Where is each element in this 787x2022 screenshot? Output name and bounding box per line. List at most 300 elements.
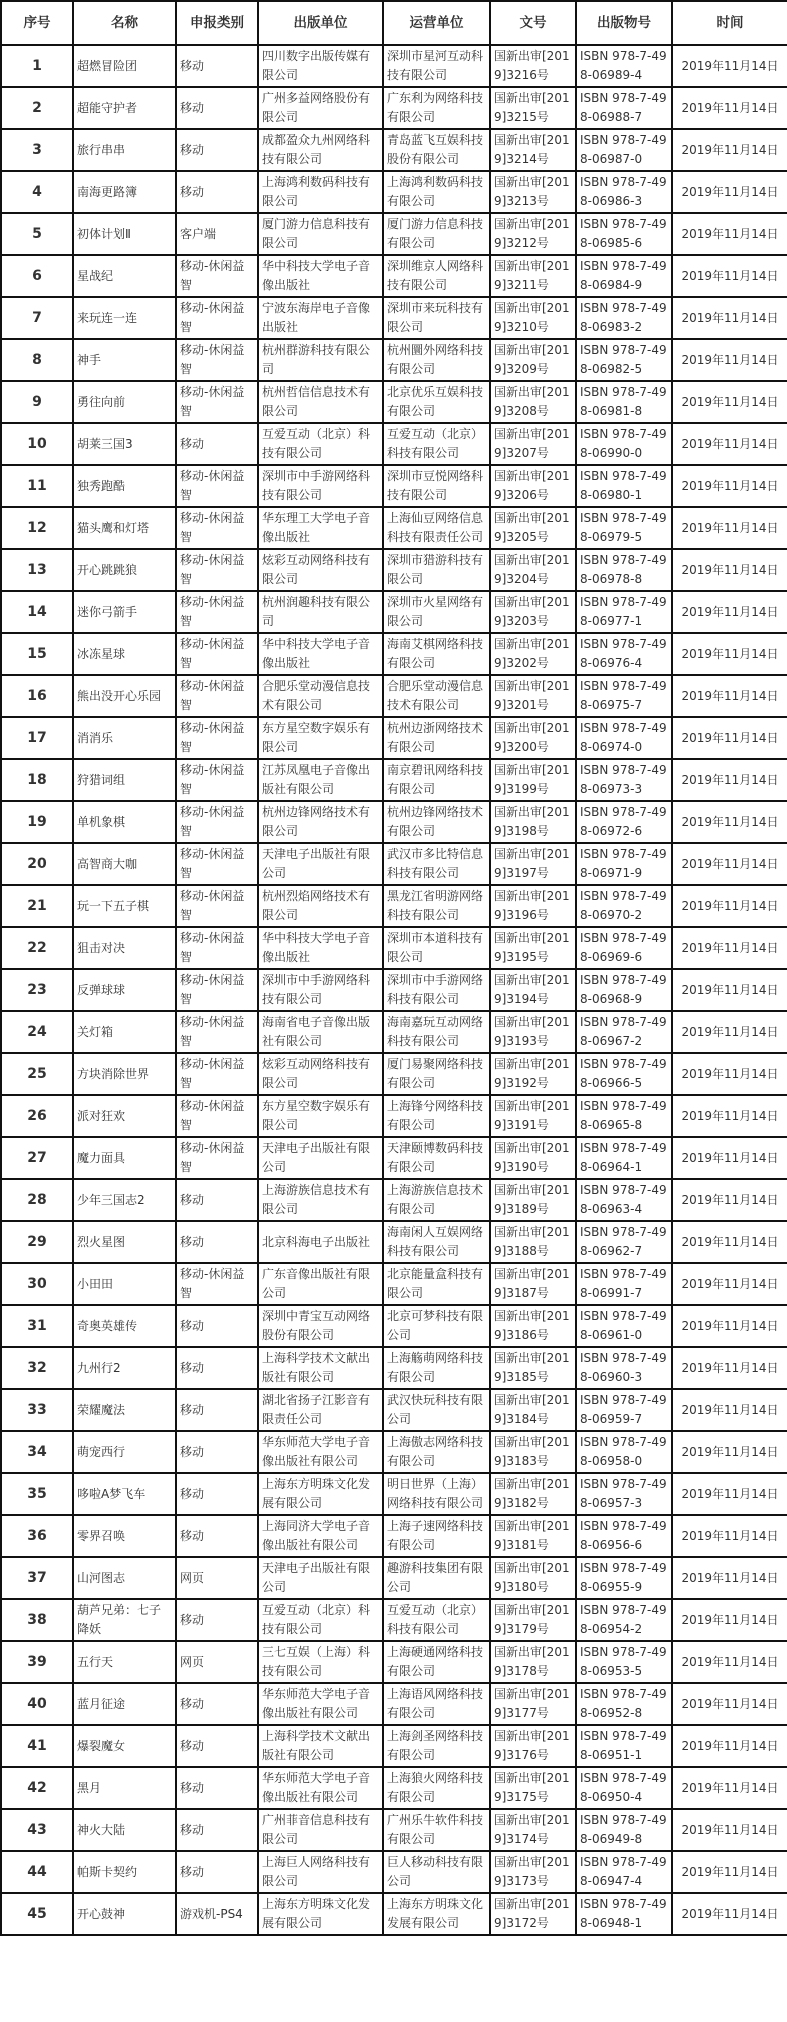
cell-date: 2019年11月14日 — [672, 1095, 787, 1137]
cell-operator: 明日世界（上海）网络科技有限公司 — [383, 1473, 490, 1515]
cell-operator: 天津颐博数码科技有限公司 — [383, 1137, 490, 1179]
table-row — [1, 1137, 787, 1179]
cell-no: 17 — [1, 717, 73, 759]
cell-approval: 国新出审[2019]3209号 — [490, 339, 576, 381]
cell-approval: 国新出审[2019]3173号 — [490, 1851, 576, 1893]
cell-isbn: ISBN 978-7-498-06970-2 — [576, 885, 672, 927]
cell-name: 来玩连一连 — [73, 297, 176, 339]
cell-isbn: ISBN 978-7-498-06991-7 — [576, 1263, 672, 1305]
cell-date: 2019年11月14日 — [672, 381, 787, 423]
cell-no: 32 — [1, 1347, 73, 1389]
cell-category: 移动 — [176, 1725, 258, 1767]
cell-no: 21 — [1, 885, 73, 927]
cell-approval: 国新出审[2019]3182号 — [490, 1473, 576, 1515]
cell-operator: 深圳维京人网络科技有限公司 — [383, 255, 490, 297]
cell-name: 山河图志 — [73, 1557, 176, 1599]
cell-approval: 国新出审[2019]3205号 — [490, 507, 576, 549]
cell-name: 冰冻星球 — [73, 633, 176, 675]
cell-no: 23 — [1, 969, 73, 1011]
cell-no: 44 — [1, 1851, 73, 1893]
cell-date: 2019年11月14日 — [672, 507, 787, 549]
table-row — [1, 1809, 787, 1851]
cell-approval: 国新出审[2019]3183号 — [490, 1431, 576, 1473]
cell-publisher: 广东音像出版社有限公司 — [258, 1263, 383, 1305]
cell-isbn: ISBN 978-7-498-06984-9 — [576, 255, 672, 297]
cell-category: 移动 — [176, 129, 258, 171]
cell-publisher: 东方星空数字娱乐有限公司 — [258, 717, 383, 759]
cell-publisher: 杭州群游科技有限公司 — [258, 339, 383, 381]
cell-date: 2019年11月14日 — [672, 1389, 787, 1431]
table-row — [1, 1053, 787, 1095]
cell-approval: 国新出审[2019]3197号 — [490, 843, 576, 885]
cell-name: 关灯箱 — [73, 1011, 176, 1053]
table-row — [1, 675, 787, 717]
table-row — [1, 885, 787, 927]
table-row — [1, 297, 787, 339]
cell-publisher: 天津电子出版社有限公司 — [258, 1137, 383, 1179]
cell-name: 独秀跑酷 — [73, 465, 176, 507]
cell-category: 移动 — [176, 171, 258, 213]
cell-name: 少年三国志2 — [73, 1179, 176, 1221]
cell-no: 24 — [1, 1011, 73, 1053]
cell-category: 移动-休闲益智 — [176, 675, 258, 717]
cell-name: 烈火星图 — [73, 1221, 176, 1263]
cell-isbn: ISBN 978-7-498-06960-3 — [576, 1347, 672, 1389]
cell-approval: 国新出审[2019]3203号 — [490, 591, 576, 633]
cell-no: 39 — [1, 1641, 73, 1683]
cell-category: 移动 — [176, 1347, 258, 1389]
cell-date: 2019年11月14日 — [672, 1137, 787, 1179]
cell-publisher: 东方星空数字娱乐有限公司 — [258, 1095, 383, 1137]
cell-operator: 上海游族信息技术有限公司 — [383, 1179, 490, 1221]
table-body — [1, 45, 787, 1935]
cell-no: 41 — [1, 1725, 73, 1767]
cell-isbn: ISBN 978-7-498-06953-5 — [576, 1641, 672, 1683]
cell-category: 移动 — [176, 1515, 258, 1557]
cell-publisher: 华中科技大学电子音像出版社 — [258, 255, 383, 297]
cell-category: 网页 — [176, 1641, 258, 1683]
cell-approval: 国新出审[2019]3176号 — [490, 1725, 576, 1767]
cell-publisher: 华东师范大学电子音像出版社有限公司 — [258, 1683, 383, 1725]
cell-category: 移动-休闲益智 — [176, 1053, 258, 1095]
cell-date: 2019年11月14日 — [672, 1557, 787, 1599]
cell-name: 哆啦A梦飞车 — [73, 1473, 176, 1515]
cell-operator: 青岛蓝飞互娱科技股份有限公司 — [383, 129, 490, 171]
cell-no: 45 — [1, 1893, 73, 1935]
cell-no: 28 — [1, 1179, 73, 1221]
cell-isbn: ISBN 978-7-498-06961-0 — [576, 1305, 672, 1347]
cell-publisher: 天津电子出版社有限公司 — [258, 843, 383, 885]
cell-publisher: 四川数字出版传媒有限公司 — [258, 45, 383, 87]
cell-no: 38 — [1, 1599, 73, 1641]
header-approval: 文号 — [490, 1, 576, 45]
cell-approval: 国新出审[2019]3179号 — [490, 1599, 576, 1641]
cell-no: 19 — [1, 801, 73, 843]
cell-date: 2019年11月14日 — [672, 1221, 787, 1263]
table-row — [1, 1725, 787, 1767]
cell-no: 5 — [1, 213, 73, 255]
cell-operator: 上海锋兮网络科技有限公司 — [383, 1095, 490, 1137]
cell-isbn: ISBN 978-7-498-06972-6 — [576, 801, 672, 843]
cell-no: 35 — [1, 1473, 73, 1515]
cell-no: 4 — [1, 171, 73, 213]
cell-category: 移动 — [176, 1305, 258, 1347]
table-row — [1, 1011, 787, 1053]
cell-isbn: ISBN 978-7-498-06966-5 — [576, 1053, 672, 1095]
cell-name: 消消乐 — [73, 717, 176, 759]
cell-operator: 上海仙豆网络信息科技有限责任公司 — [383, 507, 490, 549]
cell-no: 15 — [1, 633, 73, 675]
cell-approval: 国新出审[2019]3213号 — [490, 171, 576, 213]
cell-approval: 国新出审[2019]3216号 — [490, 45, 576, 87]
cell-no: 11 — [1, 465, 73, 507]
cell-publisher: 上海游族信息技术有限公司 — [258, 1179, 383, 1221]
cell-category: 移动-休闲益智 — [176, 465, 258, 507]
cell-name: 五行天 — [73, 1641, 176, 1683]
cell-no: 22 — [1, 927, 73, 969]
cell-approval: 国新出审[2019]3201号 — [490, 675, 576, 717]
cell-publisher: 广州多益网络股份有限公司 — [258, 87, 383, 129]
cell-name: 九州行2 — [73, 1347, 176, 1389]
cell-operator: 巨人移动科技有限公司 — [383, 1851, 490, 1893]
cell-approval: 国新出审[2019]3189号 — [490, 1179, 576, 1221]
cell-category: 移动-休闲益智 — [176, 1095, 258, 1137]
cell-name: 零界召唤 — [73, 1515, 176, 1557]
cell-operator: 互爱互动（北京）科技有限公司 — [383, 1599, 490, 1641]
header-operator: 运营单位 — [383, 1, 490, 45]
table-row — [1, 1767, 787, 1809]
cell-operator: 上海东方明珠文化发展有限公司 — [383, 1893, 490, 1935]
cell-no: 42 — [1, 1767, 73, 1809]
table-header-row — [1, 1, 787, 45]
table-row — [1, 591, 787, 633]
cell-name: 奇奥英雄传 — [73, 1305, 176, 1347]
table-row — [1, 1095, 787, 1137]
cell-name: 星战纪 — [73, 255, 176, 297]
cell-name: 开心鼓神 — [73, 1893, 176, 1935]
cell-date: 2019年11月14日 — [672, 1431, 787, 1473]
table-row — [1, 1893, 787, 1935]
cell-approval: 国新出审[2019]3214号 — [490, 129, 576, 171]
table-row — [1, 549, 787, 591]
cell-name: 葫芦兄弟：七子降妖 — [73, 1599, 176, 1641]
cell-date: 2019年11月14日 — [672, 759, 787, 801]
cell-operator: 上海鸿利数码科技有限公司 — [383, 171, 490, 213]
cell-date: 2019年11月14日 — [672, 969, 787, 1011]
cell-approval: 国新出审[2019]3207号 — [490, 423, 576, 465]
cell-date: 2019年11月14日 — [672, 1599, 787, 1641]
cell-no: 34 — [1, 1431, 73, 1473]
cell-no: 1 — [1, 45, 73, 87]
cell-date: 2019年11月14日 — [672, 927, 787, 969]
cell-date: 2019年11月14日 — [672, 549, 787, 591]
cell-approval: 国新出审[2019]3202号 — [490, 633, 576, 675]
cell-isbn: ISBN 978-7-498-06989-4 — [576, 45, 672, 87]
cell-date: 2019年11月14日 — [672, 1179, 787, 1221]
cell-name: 爆裂魔女 — [73, 1725, 176, 1767]
cell-category: 客户端 — [176, 213, 258, 255]
cell-operator: 上海子速网络科技有限公司 — [383, 1515, 490, 1557]
cell-category: 移动 — [176, 1389, 258, 1431]
cell-no: 6 — [1, 255, 73, 297]
cell-publisher: 上海科学技术文献出版社有限公司 — [258, 1725, 383, 1767]
cell-publisher: 海南省电子音像出版社有限公司 — [258, 1011, 383, 1053]
cell-publisher: 华中科技大学电子音像出版社 — [258, 927, 383, 969]
cell-no: 36 — [1, 1515, 73, 1557]
cell-category: 移动-休闲益智 — [176, 717, 258, 759]
table-row — [1, 1683, 787, 1725]
cell-name: 猫头鹰和灯塔 — [73, 507, 176, 549]
cell-operator: 深圳市来玩科技有限公司 — [383, 297, 490, 339]
cell-publisher: 上海东方明珠文化发展有限公司 — [258, 1893, 383, 1935]
cell-operator: 厦门易聚网络科技有限公司 — [383, 1053, 490, 1095]
cell-operator: 上海傲志网络科技有限公司 — [383, 1431, 490, 1473]
cell-no: 13 — [1, 549, 73, 591]
cell-category: 游戏机-PS4 — [176, 1893, 258, 1935]
cell-publisher: 深圳市中手游网络科技有限公司 — [258, 465, 383, 507]
header-isbn: 出版物号 — [576, 1, 672, 45]
table-row — [1, 1389, 787, 1431]
cell-name: 超燃冒险团 — [73, 45, 176, 87]
cell-category: 移动-休闲益智 — [176, 843, 258, 885]
cell-date: 2019年11月14日 — [672, 213, 787, 255]
cell-operator: 海南嘉玩互动网络科技有限公司 — [383, 1011, 490, 1053]
cell-isbn: ISBN 978-7-498-06988-7 — [576, 87, 672, 129]
cell-isbn: ISBN 978-7-498-06981-8 — [576, 381, 672, 423]
cell-date: 2019年11月14日 — [672, 885, 787, 927]
cell-publisher: 杭州哲信信息技术有限公司 — [258, 381, 383, 423]
cell-isbn: ISBN 978-7-498-06964-1 — [576, 1137, 672, 1179]
table-row — [1, 969, 787, 1011]
cell-date: 2019年11月14日 — [672, 675, 787, 717]
cell-name: 迷你弓箭手 — [73, 591, 176, 633]
cell-publisher: 华东理工大学电子音像出版社 — [258, 507, 383, 549]
cell-operator: 南京碧讯网络科技有限公司 — [383, 759, 490, 801]
cell-publisher: 合肥乐堂动漫信息技术有限公司 — [258, 675, 383, 717]
table-row — [1, 1305, 787, 1347]
cell-approval: 国新出审[2019]3191号 — [490, 1095, 576, 1137]
table-row — [1, 129, 787, 171]
table-row — [1, 927, 787, 969]
cell-operator: 海南艾棋网络科技有限公司 — [383, 633, 490, 675]
cell-date: 2019年11月14日 — [672, 1683, 787, 1725]
cell-operator: 武汉快玩科技有限公司 — [383, 1389, 490, 1431]
table-row — [1, 633, 787, 675]
cell-isbn: ISBN 978-7-498-06950-4 — [576, 1767, 672, 1809]
cell-date: 2019年11月14日 — [672, 717, 787, 759]
cell-isbn: ISBN 978-7-498-06969-6 — [576, 927, 672, 969]
cell-approval: 国新出审[2019]3195号 — [490, 927, 576, 969]
table-row — [1, 717, 787, 759]
table-row — [1, 759, 787, 801]
cell-isbn: ISBN 978-7-498-06954-2 — [576, 1599, 672, 1641]
cell-category: 移动 — [176, 1851, 258, 1893]
cell-publisher: 上海科学技术文献出版社有限公司 — [258, 1347, 383, 1389]
cell-category: 移动-休闲益智 — [176, 633, 258, 675]
cell-publisher: 杭州边锋网络技术有限公司 — [258, 801, 383, 843]
cell-no: 26 — [1, 1095, 73, 1137]
cell-approval: 国新出审[2019]3184号 — [490, 1389, 576, 1431]
cell-approval: 国新出审[2019]3200号 — [490, 717, 576, 759]
cell-no: 10 — [1, 423, 73, 465]
cell-no: 37 — [1, 1557, 73, 1599]
cell-name: 小田田 — [73, 1263, 176, 1305]
cell-category: 移动-休闲益智 — [176, 591, 258, 633]
cell-no: 9 — [1, 381, 73, 423]
cell-date: 2019年11月14日 — [672, 1851, 787, 1893]
cell-publisher: 宁波东海岸电子音像出版社 — [258, 297, 383, 339]
cell-approval: 国新出审[2019]3188号 — [490, 1221, 576, 1263]
cell-isbn: ISBN 978-7-498-06955-9 — [576, 1557, 672, 1599]
cell-isbn: ISBN 978-7-498-06983-2 — [576, 297, 672, 339]
cell-approval: 国新出审[2019]3178号 — [490, 1641, 576, 1683]
cell-no: 16 — [1, 675, 73, 717]
cell-no: 29 — [1, 1221, 73, 1263]
table-row — [1, 1473, 787, 1515]
cell-operator: 上海狼火网络科技有限公司 — [383, 1767, 490, 1809]
cell-publisher: 炫彩互动网络科技有限公司 — [258, 549, 383, 591]
table-row — [1, 1515, 787, 1557]
cell-operator: 广东利为网络科技有限公司 — [383, 87, 490, 129]
cell-name: 初体计划Ⅱ — [73, 213, 176, 255]
cell-name: 单机象棋 — [73, 801, 176, 843]
cell-approval: 国新出审[2019]3172号 — [490, 1893, 576, 1935]
cell-approval: 国新出审[2019]3199号 — [490, 759, 576, 801]
cell-category: 移动-休闲益智 — [176, 1263, 258, 1305]
cell-no: 25 — [1, 1053, 73, 1095]
cell-isbn: ISBN 978-7-498-06958-0 — [576, 1431, 672, 1473]
cell-category: 移动-休闲益智 — [176, 759, 258, 801]
cell-category: 移动-休闲益智 — [176, 297, 258, 339]
cell-operator: 深圳市豆悦网络科技有限公司 — [383, 465, 490, 507]
cell-category: 移动-休闲益智 — [176, 1011, 258, 1053]
cell-date: 2019年11月14日 — [672, 87, 787, 129]
cell-no: 18 — [1, 759, 73, 801]
cell-isbn: ISBN 978-7-498-06979-5 — [576, 507, 672, 549]
cell-category: 网页 — [176, 1557, 258, 1599]
table-row — [1, 1263, 787, 1305]
cell-operator: 深圳市猎游科技有限公司 — [383, 549, 490, 591]
cell-isbn: ISBN 978-7-498-06957-3 — [576, 1473, 672, 1515]
cell-name: 萌宠西行 — [73, 1431, 176, 1473]
cell-publisher: 上海东方明珠文化发展有限公司 — [258, 1473, 383, 1515]
cell-date: 2019年11月14日 — [672, 1263, 787, 1305]
table-row — [1, 255, 787, 297]
cell-category: 移动 — [176, 1683, 258, 1725]
cell-no: 2 — [1, 87, 73, 129]
cell-publisher: 天津电子出版社有限公司 — [258, 1557, 383, 1599]
cell-name: 魔力面具 — [73, 1137, 176, 1179]
cell-operator: 杭州边浙网络技术有限公司 — [383, 717, 490, 759]
cell-operator: 黑龙江省明游网络科技有限公司 — [383, 885, 490, 927]
cell-approval: 国新出审[2019]3187号 — [490, 1263, 576, 1305]
table-row — [1, 1347, 787, 1389]
cell-isbn: ISBN 978-7-498-06977-1 — [576, 591, 672, 633]
cell-operator: 深圳市中手游网络科技有限公司 — [383, 969, 490, 1011]
cell-publisher: 北京科海电子出版社 — [258, 1221, 383, 1263]
cell-approval: 国新出审[2019]3174号 — [490, 1809, 576, 1851]
cell-name: 神火大陆 — [73, 1809, 176, 1851]
cell-publisher: 广州菲音信息科技有限公司 — [258, 1809, 383, 1851]
cell-publisher: 三七互娱（上海）科技有限公司 — [258, 1641, 383, 1683]
cell-date: 2019年11月14日 — [672, 1767, 787, 1809]
cell-date: 2019年11月14日 — [672, 129, 787, 171]
cell-date: 2019年11月14日 — [672, 45, 787, 87]
cell-approval: 国新出审[2019]3185号 — [490, 1347, 576, 1389]
cell-name: 狙击对决 — [73, 927, 176, 969]
table-row — [1, 1431, 787, 1473]
cell-date: 2019年11月14日 — [672, 1725, 787, 1767]
cell-isbn: ISBN 978-7-498-06949-8 — [576, 1809, 672, 1851]
cell-operator: 武汉市多比特信息科技有限公司 — [383, 843, 490, 885]
table-row — [1, 1851, 787, 1893]
cell-category: 移动-休闲益智 — [176, 381, 258, 423]
table-row — [1, 213, 787, 255]
cell-publisher: 华中科技大学电子音像出版社 — [258, 633, 383, 675]
cell-category: 移动 — [176, 1221, 258, 1263]
cell-operator: 北京可梦科技有限公司 — [383, 1305, 490, 1347]
cell-category: 移动 — [176, 1179, 258, 1221]
cell-publisher: 炫彩互动网络科技有限公司 — [258, 1053, 383, 1095]
cell-category: 移动 — [176, 1599, 258, 1641]
cell-isbn: ISBN 978-7-498-06975-7 — [576, 675, 672, 717]
cell-no: 7 — [1, 297, 73, 339]
header-category: 申报类别 — [176, 1, 258, 45]
cell-approval: 国新出审[2019]3175号 — [490, 1767, 576, 1809]
cell-date: 2019年11月14日 — [672, 591, 787, 633]
table-row — [1, 423, 787, 465]
cell-category: 移动 — [176, 1767, 258, 1809]
cell-date: 2019年11月14日 — [672, 633, 787, 675]
cell-name: 方块消除世界 — [73, 1053, 176, 1095]
cell-operator: 深圳市本道科技有限公司 — [383, 927, 490, 969]
cell-publisher: 华东师范大学电子音像出版社有限公司 — [258, 1767, 383, 1809]
cell-name: 狩猎词组 — [73, 759, 176, 801]
cell-isbn: ISBN 978-7-498-06959-7 — [576, 1389, 672, 1431]
cell-publisher: 深圳市中手游网络科技有限公司 — [258, 969, 383, 1011]
cell-category: 移动-休闲益智 — [176, 801, 258, 843]
cell-publisher: 上海巨人网络科技有限公司 — [258, 1851, 383, 1893]
cell-category: 移动-休闲益智 — [176, 885, 258, 927]
cell-approval: 国新出审[2019]3194号 — [490, 969, 576, 1011]
cell-date: 2019年11月14日 — [672, 1011, 787, 1053]
table-row — [1, 1557, 787, 1599]
cell-name: 神手 — [73, 339, 176, 381]
cell-name: 胡莱三国3 — [73, 423, 176, 465]
cell-date: 2019年11月14日 — [672, 423, 787, 465]
cell-name: 旅行串串 — [73, 129, 176, 171]
cell-publisher: 华东师范大学电子音像出版社有限公司 — [258, 1431, 383, 1473]
cell-publisher: 成都盈众九州网络科技有限公司 — [258, 129, 383, 171]
cell-operator: 上海语风网络科技有限公司 — [383, 1683, 490, 1725]
cell-name: 黑月 — [73, 1767, 176, 1809]
cell-publisher: 杭州润趣科技有限公司 — [258, 591, 383, 633]
cell-no: 12 — [1, 507, 73, 549]
cell-publisher: 厦门游力信息科技有限公司 — [258, 213, 383, 255]
cell-category: 移动 — [176, 87, 258, 129]
cell-date: 2019年11月14日 — [672, 1641, 787, 1683]
cell-operator: 上海硬通网络科技有限公司 — [383, 1641, 490, 1683]
cell-date: 2019年11月14日 — [672, 843, 787, 885]
cell-name: 荣耀魔法 — [73, 1389, 176, 1431]
cell-publisher: 湖北省扬子江影音有限责任公司 — [258, 1389, 383, 1431]
cell-approval: 国新出审[2019]3190号 — [490, 1137, 576, 1179]
cell-operator: 趣游科技集团有限公司 — [383, 1557, 490, 1599]
cell-category: 移动-休闲益智 — [176, 339, 258, 381]
table-row — [1, 87, 787, 129]
cell-category: 移动 — [176, 45, 258, 87]
cell-operator: 深圳市星河互动科技有限公司 — [383, 45, 490, 87]
